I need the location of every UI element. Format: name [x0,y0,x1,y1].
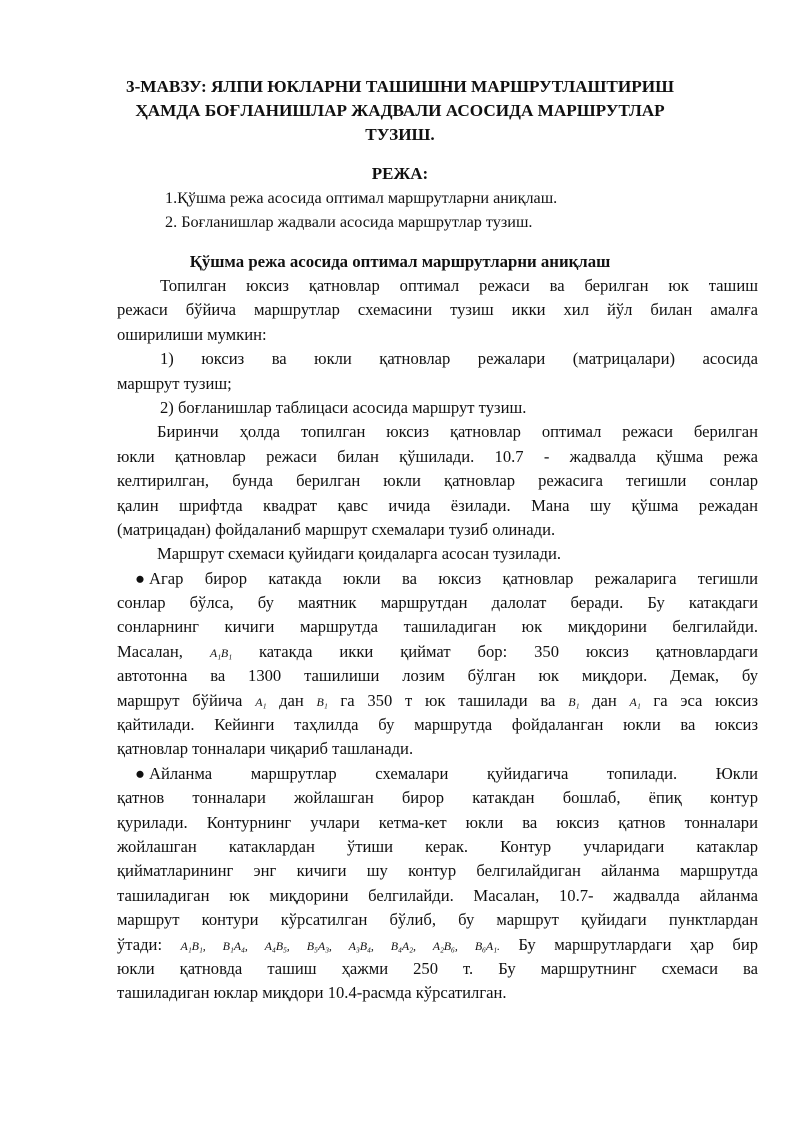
bullet-text: Агар бирор катакда юкли ва юксиз қатновлар режаларига тегишли [149,568,758,588]
paragraph-line: маршрут тузиш; [117,373,232,393]
plan-heading: РЕЖА: [371,164,429,183]
paragraph-line: ўтади: A₁B₁, B₁A₄, A₄B₅, B₅A₃, A₃B₄, B₄A₂, A₂B₆, B₆A₁. Бу маршрутлардаги ҳар бир [117,934,758,954]
paragraph-line: режаси бўйича маршрутлар схемасини тузиш икки хил йўл билан амалға [117,300,758,320]
bullet-item-2 [117,762,758,786]
title-line-1: 3-МАВЗУ: ЯЛПИ ЮКЛАРНИ ТАШИШНИ МАРШРУТЛАШТИРИШ [125,77,674,96]
paragraph-line: Масалан, A₁B₁ катакда икки қиймат бор: 350 юксиз қатновлардаги [117,641,758,661]
paragraph-line: Маршрут схемаси қуйидаги қоидаларга асосан тузилади. [157,544,562,564]
paragraph-line: жойлашган катаклардан ўтиши керак. Контур учларидаги катаклар [117,836,758,856]
title-line-2: ҲАМДА БОҒЛАНИШЛАР ЖАДВАЛИ АСОСИДА МАРШРУТЛАР [135,101,665,120]
section-body [117,274,758,1006]
section-heading: Қўшма режа асосида оптимал маршрутларни аниқлаш [189,252,611,271]
bullet-marker: ● [135,568,146,588]
point-symbol: A₁ [255,694,267,709]
paragraph-line: қалин шрифтда квадрат қавс ичида ёзилади. Мана шу қўшма режадан [117,495,758,515]
paragraph-line: ташиладиган юк миқдорини белгилайди. Масалан, 10.7- жадвалда айланма [117,885,758,905]
paragraph-line: Топилган юксиз қатновлар оптимал режаси ва берилган юк ташиш [160,276,758,295]
list-item-2: 2) боғланишлар таблицаси асосида маршрут тузиш. [160,397,527,417]
list-item-1: 1) юксиз ва юкли қатновлар режалари (матрицалари) асосида [160,349,758,369]
point-symbol: A₁ [629,694,641,709]
paragraph-line: оширилиши мумкин: [117,324,267,344]
paragraph-line: сонлар бўлса, бу маятник маршрутдан далолат беради. Бу катакдаги [117,593,758,613]
paragraph-line: юкли қатновда ташиш ҳажми 250 т. Бу маршрутнинг схемаси ва [117,958,758,978]
paragraph-line: қурилади. Контурнинг учлари кетма-кет юкли ва юксиз қатнов тонналари [117,812,758,832]
paragraph-line: қайтилади. Кейинги таҳлилда бу маршрутда фойдаланган юкли ва юксиз [117,715,758,735]
plan-item-2: 2. Боғланишлар жадвали асосида маршрутлар тузиш. [165,213,533,231]
paragraph-line: (матрицадан) фойдаланиб маршрут схемалари тузиб олинади. [117,519,556,539]
paragraph-line: ташиладиган юклар миқдори 10.4-расмда кўрсатилган. [117,983,507,1003]
document-title [100,75,700,147]
bullet-item-1 [117,567,758,591]
paragraph-line: маршрут контури кўрсатилган бўлиб, бу маршрут қуйидаги пунктлардан [117,910,758,930]
paragraph-line: қатнов тонналари жойлашган бирор катакдан бошлаб, ёпиқ контур [117,788,758,808]
point-symbol: B₁ [316,694,328,709]
paragraph-line: юкли қатновлар режаси билан қўшилади. 10.7 - жадвалда қўшма режа [117,446,758,466]
cell-symbol: A₁B₁ [209,645,233,660]
paragraph-line: қийматларининг энг кичиги шу контур белгилайдиган айланма маршрутда [117,861,758,881]
bullet-text: Айланма маршрутлар схемалари қуйидагича топилади. Юкли [149,763,758,783]
route-sequence: A₁B₁, B₁A₄, A₄B₅, B₅A₃, A₃B₄, B₄A₂, A₂B₆, B₆A₁. [180,938,500,953]
paragraph-line: сонларнинг кичиги маршрутда ташиладиган юк миқдорини белгилайди. [117,617,758,637]
paragraph-line: Биринчи ҳолда топилган юксиз қатновлар оптимал режаси берилган [157,422,758,442]
paragraph-line: қатновлар тонналари чиқариб ташланади. [117,739,414,759]
title-line-3: ТУЗИШ. [365,125,435,144]
point-symbol: B₁ [568,694,580,709]
paragraph-line: келтирилган, бунда берилган юкли қатновлар режасига тегишли сонлар [117,471,758,491]
plan-item-1: 1.Қўшма режа асосида оптимал маршрутларни аниқлаш. [165,189,558,207]
bullet-marker: ● [135,763,146,783]
paragraph-line: автотонна ва 1300 ташилиши лозим бўлган юк миқдори. Демак, бу [117,666,758,686]
paragraph-line: маршрут бўйича A₁ дан B₁ га 350 т юк ташилади ва B₁ дан A₁ га эса юксиз [117,690,758,710]
